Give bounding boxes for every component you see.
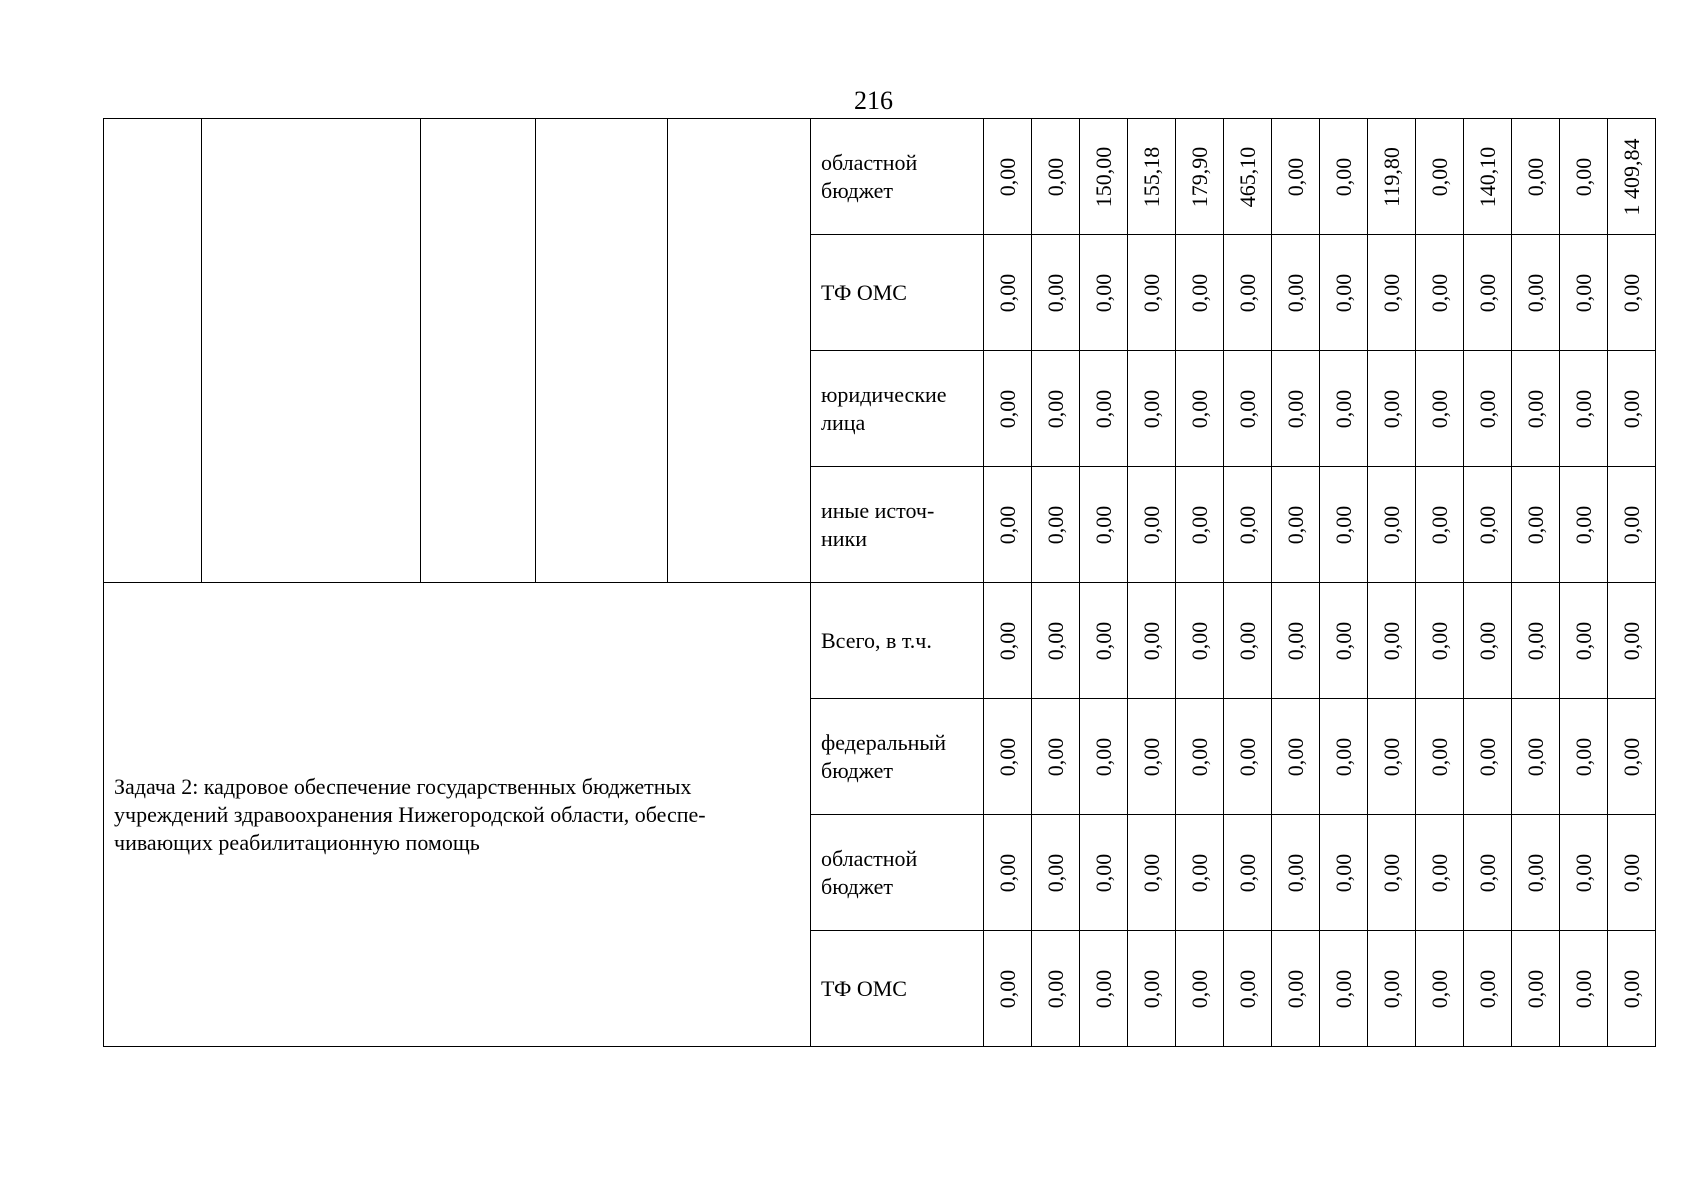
value-text: 0,00: [1186, 273, 1212, 312]
value-text: 0,00: [1138, 273, 1164, 312]
value-text: 0,00: [1570, 737, 1596, 776]
value-cell: [1608, 931, 1656, 1047]
value-cell: [1560, 351, 1608, 467]
value-text: 0,00: [1282, 969, 1308, 1008]
value-text: 0,00: [1570, 505, 1596, 544]
value-cell: [1320, 699, 1368, 815]
value-text: 0,00: [1474, 621, 1500, 660]
value-text: 0,00: [1138, 737, 1164, 776]
value-text: 0,00: [1522, 969, 1548, 1008]
value-cell: [1032, 931, 1080, 1047]
value-text: 0,00: [1474, 737, 1500, 776]
value-cell: [984, 119, 1032, 235]
value-cell: [1512, 235, 1560, 351]
value-cell: [1272, 931, 1320, 1047]
value-text: 0,00: [1618, 389, 1644, 428]
value-cell: [1608, 583, 1656, 699]
value-text: 0,00: [1042, 389, 1068, 428]
value-cell: [1464, 699, 1512, 815]
value-text: 0,00: [1090, 737, 1116, 776]
value-cell: [1224, 467, 1272, 583]
value-text: 0,00: [1234, 621, 1260, 660]
value-text: 0,00: [1522, 389, 1548, 428]
value-text: 0,00: [1234, 273, 1260, 312]
value-text: 0,00: [1138, 505, 1164, 544]
value-cell: [1320, 119, 1368, 235]
value-text: 0,00: [1042, 737, 1068, 776]
value-text: 0,00: [1570, 389, 1596, 428]
budget-table: [103, 118, 1656, 1047]
value-text: 0,00: [1138, 389, 1164, 428]
value-cell: [1560, 931, 1608, 1047]
value-cell: [1608, 235, 1656, 351]
value-cell: [1224, 351, 1272, 467]
value-cell: [1464, 351, 1512, 467]
value-cell: [1320, 583, 1368, 699]
value-text: 0,00: [1042, 505, 1068, 544]
value-text: 0,00: [1426, 853, 1452, 892]
source-label: федеральный бюджет: [811, 699, 984, 815]
value-cell: [1416, 815, 1464, 931]
value-cell: [1272, 351, 1320, 467]
value-text: 0,00: [994, 969, 1020, 1008]
value-cell: [1368, 815, 1416, 931]
value-cell: [1416, 119, 1464, 235]
value-text: 0,00: [1522, 853, 1548, 892]
value-text: 0,00: [994, 157, 1020, 196]
value-cell: [1272, 699, 1320, 815]
value-text: 0,00: [1138, 969, 1164, 1008]
source-label: Всего, в т.ч.: [811, 583, 984, 699]
value-text: 0,00: [1282, 737, 1308, 776]
value-cell: [1608, 699, 1656, 815]
value-cell: [1368, 351, 1416, 467]
value-text: 0,00: [1330, 505, 1356, 544]
value-cell: [1032, 699, 1080, 815]
value-cell: [1176, 583, 1224, 699]
value-cell: [1272, 815, 1320, 931]
value-text: 0,00: [1570, 969, 1596, 1008]
value-cell: [1368, 699, 1416, 815]
value-cell: [1560, 815, 1608, 931]
value-text: 0,00: [1426, 273, 1452, 312]
value-cell: [1464, 815, 1512, 931]
value-text: 0,00: [1378, 621, 1404, 660]
value-text: 0,00: [1426, 969, 1452, 1008]
value-cell: [1464, 583, 1512, 699]
value-text: 155,18: [1138, 146, 1164, 207]
value-cell: [1080, 467, 1128, 583]
value-text: 0,00: [1522, 621, 1548, 660]
value-text: 179,90: [1186, 146, 1212, 207]
value-cell: [1320, 931, 1368, 1047]
value-cell: [1176, 815, 1224, 931]
value-text: 0,00: [1186, 621, 1212, 660]
value-cell: [1128, 815, 1176, 931]
value-cell: [1176, 235, 1224, 351]
value-cell: [1560, 235, 1608, 351]
value-text: 0,00: [1234, 505, 1260, 544]
value-text: 465,10: [1234, 146, 1260, 207]
value-text: 0,00: [1042, 621, 1068, 660]
value-text: 0,00: [1186, 969, 1212, 1008]
value-text: 0,00: [1186, 853, 1212, 892]
value-text: 0,00: [1522, 273, 1548, 312]
value-text: 0,00: [1138, 853, 1164, 892]
value-text: 0,00: [1426, 389, 1452, 428]
value-text: 0,00: [1378, 505, 1404, 544]
value-text: 0,00: [1330, 737, 1356, 776]
value-cell: [1128, 699, 1176, 815]
value-cell: [1128, 235, 1176, 351]
value-text: 0,00: [1042, 853, 1068, 892]
value-text: 0,00: [1330, 621, 1356, 660]
value-text: 150,00: [1090, 146, 1116, 207]
value-cell: [984, 815, 1032, 931]
value-text: 119,80: [1378, 146, 1404, 207]
value-cell: [1464, 467, 1512, 583]
value-cell: [1320, 467, 1368, 583]
source-label: иные источ-ники: [811, 467, 984, 583]
value-cell: [1416, 931, 1464, 1047]
value-cell: [1512, 583, 1560, 699]
value-text: 0,00: [1042, 273, 1068, 312]
value-cell: [1032, 119, 1080, 235]
value-cell: [1272, 235, 1320, 351]
value-text: 0,00: [1618, 273, 1644, 312]
value-cell: [1176, 119, 1224, 235]
value-cell: [1416, 351, 1464, 467]
value-cell: [1464, 931, 1512, 1047]
value-text: 0,00: [994, 389, 1020, 428]
value-cell: [1320, 351, 1368, 467]
value-text: 0,00: [1330, 853, 1356, 892]
value-text: 0,00: [1234, 737, 1260, 776]
value-cell: [1368, 583, 1416, 699]
source-label: ТФ ОМС: [811, 235, 984, 351]
value-cell: [1368, 467, 1416, 583]
value-cell: [1368, 235, 1416, 351]
value-text: 0,00: [1090, 273, 1116, 312]
value-cell: [1560, 699, 1608, 815]
value-cell: [1320, 235, 1368, 351]
value-text: 0,00: [1282, 273, 1308, 312]
value-text: 0,00: [1330, 157, 1356, 196]
value-cell: [1080, 235, 1128, 351]
value-text: 0,00: [1138, 621, 1164, 660]
value-cell: [1080, 351, 1128, 467]
value-text: 0,00: [1282, 853, 1308, 892]
value-text: 0,00: [1378, 737, 1404, 776]
value-cell: [1032, 351, 1080, 467]
value-cell: [984, 235, 1032, 351]
value-cell: [1128, 583, 1176, 699]
empty-cell-period: [536, 119, 668, 583]
value-cell: [984, 931, 1032, 1047]
value-text: 0,00: [1426, 737, 1452, 776]
value-text: 0,00: [1090, 969, 1116, 1008]
table-row: [104, 583, 1656, 699]
value-cell: [1176, 931, 1224, 1047]
value-cell: [1224, 815, 1272, 931]
value-text: 0,00: [1090, 389, 1116, 428]
source-label: областной бюджет: [811, 815, 984, 931]
value-text: 0,00: [1330, 969, 1356, 1008]
value-text: 0,00: [1570, 273, 1596, 312]
value-text: 0,00: [1042, 157, 1068, 196]
value-cell: [1032, 583, 1080, 699]
value-text: 0,00: [1330, 273, 1356, 312]
value-cell: [1128, 119, 1176, 235]
value-text: 0,00: [994, 737, 1020, 776]
value-text: 0,00: [1042, 969, 1068, 1008]
value-text: 0,00: [1426, 157, 1452, 196]
value-text: 0,00: [1090, 621, 1116, 660]
empty-cell-measure: [202, 119, 421, 583]
value-text: 0,00: [1378, 273, 1404, 312]
value-text: 0,00: [1090, 505, 1116, 544]
value-cell: [1272, 583, 1320, 699]
value-text: 0,00: [1618, 505, 1644, 544]
source-label: юридические лица: [811, 351, 984, 467]
value-cell: [1512, 699, 1560, 815]
value-text: 0,00: [1378, 389, 1404, 428]
value-text: 0,00: [1618, 853, 1644, 892]
value-cell: [984, 467, 1032, 583]
value-cell: [1224, 583, 1272, 699]
value-cell: [1032, 467, 1080, 583]
value-text: 140,10: [1474, 146, 1500, 207]
value-cell: [1032, 815, 1080, 931]
value-cell: [1272, 119, 1320, 235]
value-text: 0,00: [1474, 853, 1500, 892]
value-text: 0,00: [1378, 969, 1404, 1008]
value-cell: [1320, 815, 1368, 931]
value-text: 0,00: [1234, 389, 1260, 428]
value-cell: [1080, 583, 1128, 699]
source-label: ТФ ОМС: [811, 931, 984, 1047]
value-text: 0,00: [1282, 157, 1308, 196]
value-cell: [1512, 351, 1560, 467]
value-cell: [1512, 467, 1560, 583]
value-text: 0,00: [1234, 853, 1260, 892]
value-text: 0,00: [1426, 621, 1452, 660]
value-cell: [984, 351, 1032, 467]
value-cell: [1224, 931, 1272, 1047]
value-text: 0,00: [1522, 737, 1548, 776]
value-cell: [1368, 119, 1416, 235]
value-text: 0,00: [994, 273, 1020, 312]
value-cell: [1080, 931, 1128, 1047]
value-text: 0,00: [1618, 969, 1644, 1008]
value-cell: [1608, 467, 1656, 583]
value-text: 0,00: [1426, 505, 1452, 544]
value-cell: [1080, 119, 1128, 235]
value-cell: [1368, 931, 1416, 1047]
value-text: 0,00: [1474, 389, 1500, 428]
value-text: 1 409,84: [1618, 138, 1644, 215]
value-cell: [1080, 815, 1128, 931]
value-text: 0,00: [1378, 853, 1404, 892]
value-cell: [1560, 467, 1608, 583]
value-text: 0,00: [1618, 621, 1644, 660]
value-text: 0,00: [1570, 621, 1596, 660]
value-cell: [1272, 467, 1320, 583]
value-cell: [1560, 583, 1608, 699]
value-text: 0,00: [1282, 621, 1308, 660]
value-cell: [1224, 119, 1272, 235]
value-text: 0,00: [1474, 273, 1500, 312]
value-cell: [1512, 931, 1560, 1047]
value-text: 0,00: [1618, 737, 1644, 776]
value-cell: [1224, 699, 1272, 815]
value-text: 0,00: [1522, 157, 1548, 196]
value-text: 0,00: [1522, 505, 1548, 544]
page-number: 216: [854, 86, 893, 115]
source-label: областной бюджет: [811, 119, 984, 235]
value-cell: [1128, 931, 1176, 1047]
value-cell: [1176, 699, 1224, 815]
value-cell: [1512, 119, 1560, 235]
value-text: 0,00: [994, 621, 1020, 660]
value-text: 0,00: [1186, 505, 1212, 544]
value-text: 0,00: [994, 505, 1020, 544]
table-row: [104, 119, 1656, 235]
empty-cell-executor: [668, 119, 811, 583]
value-cell: [1608, 351, 1656, 467]
value-cell: [984, 583, 1032, 699]
value-text: 0,00: [1186, 737, 1212, 776]
value-text: 0,00: [1282, 389, 1308, 428]
value-cell: [1032, 235, 1080, 351]
value-cell: [1176, 351, 1224, 467]
value-text: 0,00: [1234, 969, 1260, 1008]
value-text: 0,00: [1474, 505, 1500, 544]
value-cell: [1464, 235, 1512, 351]
value-text: 0,00: [1570, 853, 1596, 892]
value-text: 0,00: [1474, 969, 1500, 1008]
value-text: 0,00: [1330, 389, 1356, 428]
value-cell: [1416, 235, 1464, 351]
value-cell: [1176, 467, 1224, 583]
value-text: 0,00: [1282, 505, 1308, 544]
value-cell: [1608, 119, 1656, 235]
value-cell: [1416, 467, 1464, 583]
empty-cell-category: [421, 119, 536, 583]
value-cell: [1128, 351, 1176, 467]
value-text: 0,00: [1186, 389, 1212, 428]
value-cell: [1512, 815, 1560, 931]
value-cell: [1080, 699, 1128, 815]
task-description: Задача 2: кадровое обеспечение государственных бюджетных учреждений здравоохранения Нижегородской области, обеспе-чивающих реабилитационную помощь: [104, 583, 811, 1047]
value-cell: [1416, 583, 1464, 699]
value-cell: [984, 699, 1032, 815]
value-text: 0,00: [1570, 157, 1596, 196]
value-cell: [1608, 815, 1656, 931]
value-text: 0,00: [1090, 853, 1116, 892]
value-cell: [1224, 235, 1272, 351]
value-cell: [1560, 119, 1608, 235]
value-cell: [1464, 119, 1512, 235]
value-cell: [1128, 467, 1176, 583]
value-text: 0,00: [994, 853, 1020, 892]
value-cell: [1416, 699, 1464, 815]
empty-cell-no: [104, 119, 202, 583]
